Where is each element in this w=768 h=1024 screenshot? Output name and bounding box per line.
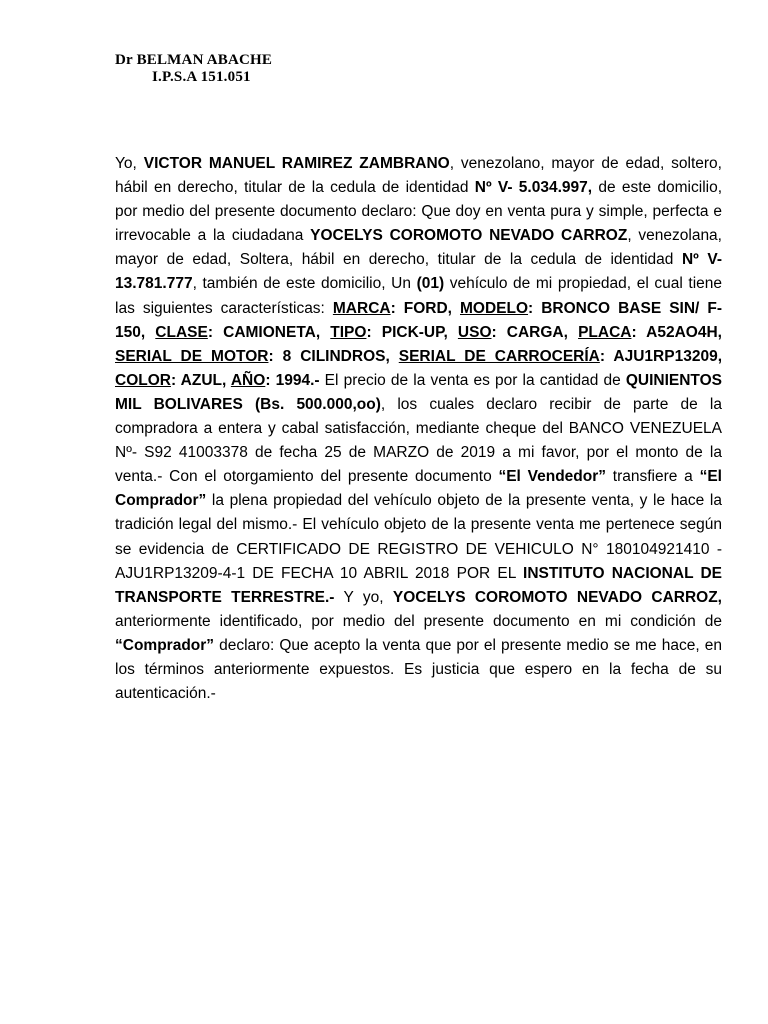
bold-text-segment: : A52AO4H, — [631, 323, 722, 341]
field-label: COLOR — [115, 371, 171, 389]
bold-text-segment: “El Comprador” — [115, 468, 722, 510]
text-segment: , también de este domicilio, Un — [192, 275, 417, 293]
bold-text-segment: : 1994.- — [265, 371, 320, 389]
field-label: CLASE — [155, 323, 208, 341]
bold-text-segment: : PICK-UP, — [366, 323, 458, 341]
field-label: USO — [457, 323, 492, 341]
bold-text-segment: (01) — [416, 275, 445, 293]
sale-declaration-text — [115, 152, 722, 706]
bold-text-segment: : AZUL, — [170, 371, 231, 389]
text-segment: vehículo de mi propiedad, el cual tiene las siguientes características: — [115, 275, 722, 317]
bold-text-segment: Nº V- 13.781.777 — [115, 251, 722, 293]
bold-text-segment: Nº V- 5.034.997, — [474, 179, 593, 197]
bold-text-segment: : BRONCO BASE SIN/ F-150, — [115, 299, 722, 341]
bold-text-segment: YOCELYS COROMOTO NEVADO CARROZ — [310, 227, 628, 245]
bold-text-segment: “El Vendedor” — [498, 468, 607, 486]
field-label: PLACA — [578, 323, 632, 341]
bold-text-segment: : CAMIONETA, — [207, 323, 331, 341]
bold-text-segment: : CARGA, — [491, 323, 579, 341]
text-segment: Yo, — [115, 155, 144, 172]
bold-text-segment: “Comprador” — [115, 636, 215, 654]
attorney-ipsa-number: I.P.S.A 151.051 — [152, 69, 251, 85]
text-segment: la plena propiedad del vehículo objeto de la presente venta, y le hace la tradición legal del mismo.- El vehículo objeto de la presente venta me pertenece según se evidencia de CERTIFICADO DE REGISTRO DE VEHICULO N° 180104921410 - AJU1RP13209-4-1 DE FECHA 10 ABRIL 2018 POR EL — [115, 492, 722, 582]
field-label: AÑO — [230, 371, 266, 389]
text-segment: , venezolana, mayor de edad, Soltera, hábil en derecho, titular de la cedula de identidad — [115, 227, 722, 269]
bold-text-segment: : FORD, — [390, 299, 460, 317]
text-segment: , venezolano, mayor de edad, soltero, hábil en derecho, titular de la cedula de identidad — [115, 155, 722, 197]
field-label: MARCA — [332, 299, 391, 317]
text-segment: anteriormente identificado, por medio del presente documento en mi condición de — [115, 612, 722, 630]
text-segment: transfiere a — [606, 468, 700, 486]
field-label: SERIAL DE MOTOR — [115, 347, 269, 365]
field-label: TIPO — [330, 323, 367, 341]
text-segment: El precio de la venta es por la cantidad de — [319, 371, 626, 389]
bold-text-segment: QUINIENTOS MIL BOLIVARES (Bs. 500.000,oo) — [115, 371, 722, 413]
field-label: MODELO — [460, 299, 529, 317]
bold-text-segment: VICTOR MANUEL RAMIREZ ZAMBRANO — [143, 155, 450, 172]
text-segment: declaro: Que acepto la venta que por el presente medio se me hace, en los términos anteriormente expuestos. Es justicia que espero en la fecha de su autenticación.- — [115, 636, 722, 703]
text-segment: de este domicilio, por medio del presente documento declaro: Que doy en venta pura y simple, perfecta e irrevocable a la ciudadana — [115, 179, 723, 245]
bold-text-segment: YOCELYS COROMOTO NEVADO CARROZ, — [392, 588, 722, 606]
text-segment: Y yo, — [334, 588, 393, 606]
text-segment: , los cuales declaro recibir de parte de la compradora a entera y cabal satisfacción, mediante cheque del BANCO VENEZUELA Nº- S92 41003378 de fecha 25 de MARZO de 2019 a mi favor, por el monto de la venta.- Con el otorgamiento del presente documento — [115, 395, 722, 486]
bold-text-segment: INSTITUTO NACIONAL DE TRANSPORTE TERRESTRE.- — [115, 564, 722, 606]
field-label: SERIAL DE CARROCERÍA — [398, 347, 600, 365]
attorney-name: Dr BELMAN ABACHE — [115, 52, 273, 68]
bold-text-segment: : 8 CILINDROS, — [268, 347, 399, 365]
letterhead — [115, 52, 272, 86]
bold-text-segment: : AJU1RP13209, — [599, 347, 722, 365]
